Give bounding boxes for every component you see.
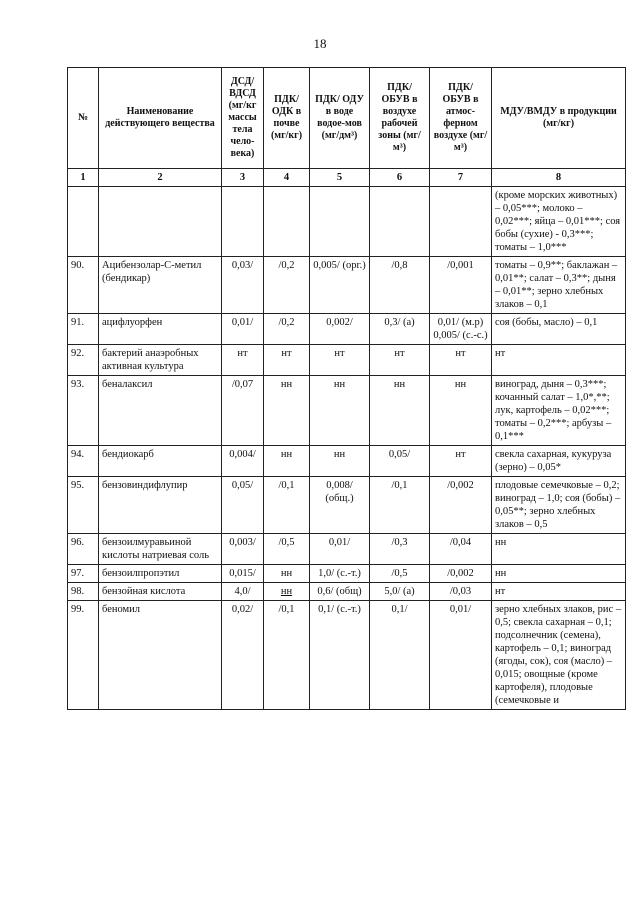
header-pdk-water: ПДК/ ОДУ в воде водое-мов (мг/дм³)	[310, 68, 370, 169]
cell-pdk-water: 0,1/ (с.-т.)	[310, 601, 370, 710]
cell-dsd: 0,02/	[222, 601, 264, 710]
cell-dsd	[222, 187, 264, 257]
table-row	[68, 376, 626, 446]
column-index: 6	[370, 169, 430, 187]
cell-obuv-work: 0,1/	[370, 601, 430, 710]
table-row	[68, 583, 626, 601]
header-name: Наименование действующего вещества	[99, 68, 222, 169]
cell-substance-name: бензойная кислота	[99, 583, 222, 601]
cell-mdu: (кроме морских животных) – 0,05***; молоко – 0,02***; яйца – 0,01***; соя бобы (сухие) - 0,3***; томаты – 1,0***	[492, 187, 626, 257]
table-row	[68, 601, 626, 710]
header-obuv-atm: ПДК/ ОБУВ в атмос-ферном воздухе (мг/м³)	[430, 68, 492, 169]
cell-obuv-work: 5,0/ (а)	[370, 583, 430, 601]
cell-mdu: плодовые семечковые – 0,2; виноград – 1,0; соя (бобы) – 0,05**; зерно хлебных злаков – 0,5	[492, 477, 626, 534]
cell-dsd: 0,01/	[222, 314, 264, 345]
cell-obuv-atm: /0,04	[430, 534, 492, 565]
page-number: 18	[313, 36, 327, 51]
cell-obuv-work	[370, 187, 430, 257]
header-mdu: МДУ/ВМДУ в продукции (мг/кг)	[492, 68, 626, 169]
header-num: №	[68, 68, 99, 169]
column-index: 2	[99, 169, 222, 187]
cell-dsd: 0,03/	[222, 257, 264, 314]
cell-pdk-water: нт	[310, 345, 370, 376]
table-row	[68, 345, 626, 376]
cell-num: 97.	[68, 565, 99, 583]
cell-pdk-soil: нт	[264, 345, 310, 376]
cell-obuv-atm: нн	[430, 376, 492, 446]
cell-pdk-soil: /0,2	[264, 314, 310, 345]
cell-pdk-soil: нн	[264, 583, 310, 601]
cell-num: 99.	[68, 601, 99, 710]
cell-pdk-water	[310, 187, 370, 257]
cell-obuv-atm	[430, 187, 492, 257]
table-row	[68, 534, 626, 565]
cell-num: 93.	[68, 376, 99, 446]
cell-substance-name: беномил	[99, 601, 222, 710]
cell-dsd: 0,003/	[222, 534, 264, 565]
cell-num: 90.	[68, 257, 99, 314]
cell-pdk-water: нн	[310, 376, 370, 446]
cell-dsd: 4,0/	[222, 583, 264, 601]
cell-substance-name: бензовиндифлупир	[99, 477, 222, 534]
cell-pdk-water: 0,008/ (общ.)	[310, 477, 370, 534]
cell-dsd: 0,05/	[222, 477, 264, 534]
cell-pdk-soil	[264, 187, 310, 257]
cell-mdu: свекла сахарная, кукуруза (зерно) – 0,05*	[492, 446, 626, 477]
table-row	[68, 446, 626, 477]
cell-substance-name: беналаксил	[99, 376, 222, 446]
cell-substance-name: бензоилмуравьиной кислоты натриевая соль	[99, 534, 222, 565]
cell-num	[68, 187, 99, 257]
cell-obuv-work: /0,8	[370, 257, 430, 314]
cell-obuv-atm: /0,03	[430, 583, 492, 601]
table-row	[68, 187, 626, 257]
cell-substance-name: бензоилпропэтил	[99, 565, 222, 583]
cell-substance-name: ацифлуорфен	[99, 314, 222, 345]
cell-obuv-work: 0,05/	[370, 446, 430, 477]
cell-substance-name	[99, 187, 222, 257]
cell-obuv-atm: /0,002	[430, 477, 492, 534]
column-index: 4	[264, 169, 310, 187]
header-dsd: ДСД/ ВДСД (мг/кг массы тела чело-века)	[222, 68, 264, 169]
cell-pdk-soil: /0,1	[264, 477, 310, 534]
cell-mdu: нт	[492, 583, 626, 601]
table-row	[68, 477, 626, 534]
cell-mdu: нт	[492, 345, 626, 376]
cell-pdk-water: 0,002/	[310, 314, 370, 345]
cell-obuv-atm: нт	[430, 345, 492, 376]
cell-pdk-water: 0,005/ (орг.)	[310, 257, 370, 314]
header-row	[68, 68, 626, 169]
cell-pdk-water: нн	[310, 446, 370, 477]
cell-obuv-work: нт	[370, 345, 430, 376]
cell-mdu: соя (бобы, масло) – 0,1	[492, 314, 626, 345]
cell-mdu: нн	[492, 534, 626, 565]
header-pdk-soil: ПДК/ ОДК в почве (мг/кг)	[264, 68, 310, 169]
cell-dsd: /0,07	[222, 376, 264, 446]
cell-mdu: томаты – 0,9**; баклажан – 0,01**; салат – 0,3**; дыня – 0,01**; зерно хлебных злаков – 0,1	[492, 257, 626, 314]
column-index: 1	[68, 169, 99, 187]
column-index: 5	[310, 169, 370, 187]
cell-dsd: 0,004/	[222, 446, 264, 477]
table-row	[68, 257, 626, 314]
column-index: 7	[430, 169, 492, 187]
header-obuv-work: ПДК/ ОБУВ в воздухе рабочей зоны (мг/м³)	[370, 68, 430, 169]
cell-num: 96.	[68, 534, 99, 565]
cell-obuv-atm: /0,002	[430, 565, 492, 583]
cell-obuv-atm: /0,001	[430, 257, 492, 314]
column-index: 3	[222, 169, 264, 187]
cell-mdu: нн	[492, 565, 626, 583]
cell-obuv-work: нн	[370, 376, 430, 446]
column-index-row	[68, 169, 626, 187]
cell-obuv-work: 0,3/ (а)	[370, 314, 430, 345]
table-body	[68, 187, 626, 710]
cell-obuv-work: /0,5	[370, 565, 430, 583]
pesticide-standards-table	[67, 67, 626, 710]
cell-pdk-soil: нн	[264, 565, 310, 583]
cell-pdk-water: 0,01/	[310, 534, 370, 565]
cell-num: 98.	[68, 583, 99, 601]
table-row	[68, 565, 626, 583]
cell-num: 95.	[68, 477, 99, 534]
cell-obuv-atm: 0,01/	[430, 601, 492, 710]
cell-mdu: зерно хлебных злаков, рис – 0,5; свекла сахарная – 0,1; подсолнечник (семена), картофель – 0,1; виноград (ягоды, сок), соя (масло) – 0,015; овощные (кроме картофеля), плодовые (семечковые и	[492, 601, 626, 710]
cell-substance-name: Ацибензолар-С-метил (бендикар)	[99, 257, 222, 314]
cell-obuv-work: /0,3	[370, 534, 430, 565]
cell-dsd: нт	[222, 345, 264, 376]
cell-obuv-atm: 0,01/ (м.р) 0,005/ (с.-с.)	[430, 314, 492, 345]
table-row	[68, 314, 626, 345]
cell-pdk-soil: нн	[264, 446, 310, 477]
cell-num: 94.	[68, 446, 99, 477]
cell-substance-name: бендиокарб	[99, 446, 222, 477]
cell-pdk-soil: /0,1	[264, 601, 310, 710]
cell-pdk-soil: /0,5	[264, 534, 310, 565]
cell-num: 91.	[68, 314, 99, 345]
cell-mdu: виноград, дыня – 0,3***; кочанный салат – 1,0*,**; лук, картофель – 0,02***; томаты – 0,2***; арбузы – 0,1***	[492, 376, 626, 446]
cell-obuv-atm: нт	[430, 446, 492, 477]
cell-pdk-water: 1,0/ (с.-т.)	[310, 565, 370, 583]
column-index: 8	[492, 169, 626, 187]
cell-pdk-soil: нн	[264, 376, 310, 446]
cell-pdk-water: 0,6/ (общ)	[310, 583, 370, 601]
cell-pdk-soil: /0,2	[264, 257, 310, 314]
cell-num: 92.	[68, 345, 99, 376]
cell-obuv-work: /0,1	[370, 477, 430, 534]
cell-substance-name: бактерий анаэробных активная культура	[99, 345, 222, 376]
cell-dsd: 0,015/	[222, 565, 264, 583]
